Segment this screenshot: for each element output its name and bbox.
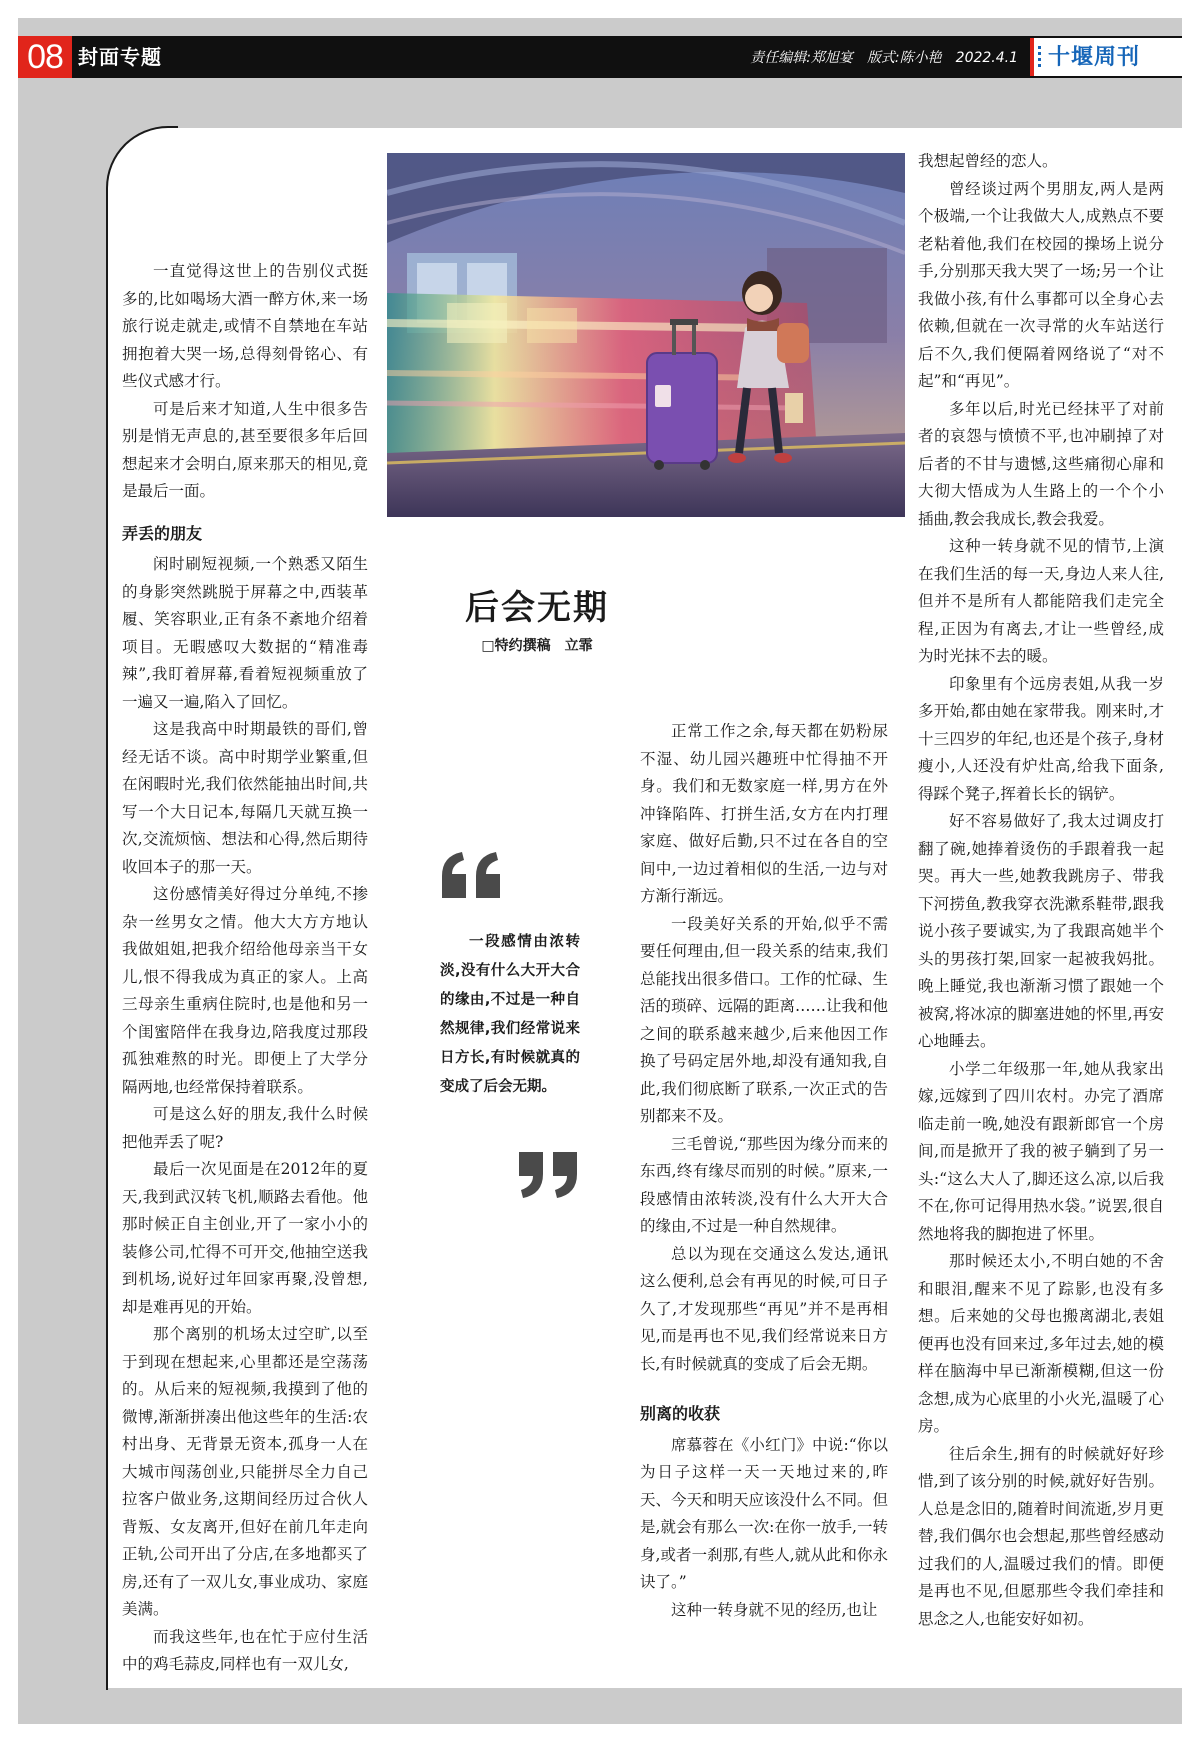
paragraph: 而我这些年,也在忙于应付生活中的鸡毛蒜皮,同样也有一双儿女, xyxy=(122,1627,368,1673)
section-title: 封面专题 xyxy=(78,45,162,69)
paragraph: 正常工作之余,每天都在奶粉尿不湿、幼儿园兴趣班中忙得抽不开身。我们和无数家庭一样,男方在外冲锋陷阵、打拼生活,女方在内打理家庭、做好后勤,只不过在各自的空间中,一边过着相似的生活,一边与对方渐行渐远。 xyxy=(640,722,888,905)
paragraph: 这份感情美好得过分单纯,不掺杂一丝男女之情。他大大方方地认我做姐姐,把我介绍给他母亲当干女儿,恨不得我成为真正的家人。上高三母亲生重病住院时,也是他和另一个闺蜜陪伴在我身边,陪我度过那段孤独难熬的时光。即便上了大学分隔两地,也经常保持着联系。 xyxy=(122,885,368,1096)
paragraph: 三毛曾说,“那些因为缘分而来的东西,终有缘尽而别的时候。”原来,一段感情由浓转淡,没有什么大开大合的缘由,不过是一种自然规律。 xyxy=(640,1134,888,1235)
byline: □特约撰稿 立霏 xyxy=(481,638,593,654)
article-column-1 xyxy=(122,258,368,1679)
paragraph: 多年以后,时光已经抹平了对前者的哀怨与愤愤不平,也冲刷掉了对后者的不甘与遗憾,这些痛彻心扉和大彻大悟成为人生路上的一个个小插曲,教会我成长,教会我爱。 xyxy=(918,399,1164,528)
layout-credit: 版式:陈小艳 xyxy=(866,50,942,66)
masthead-dots xyxy=(1038,46,1041,68)
subheading-lost-friend: 弄丢的朋友 xyxy=(122,523,203,543)
train-station-illustration xyxy=(387,153,905,517)
paragraph: 那个离别的机场太过空旷,以至于到现在想起来,心里都还是空荡荡的。从后来的短视频,我摸到了他的微博,渐渐拼凑出他这些年的生活:农村出身、无背景无资本,孤身一人在大城市闯荡创业,只能拼尽全力自己拉客户做业务,这期间经历过合伙人背叛、女友离开,但好在前几年走向正轨,公司开出了分店,在多地都买了房,还有了一双儿女,事业成功、家庭美满。 xyxy=(122,1325,368,1618)
article-column-3 xyxy=(640,718,888,1624)
paragraph: 这是我高中时期最铁的哥们,曾经无话不谈。高中时期学业繁重,但在闲暇时光,我们依然能抽出时间,共写一个大日记本,每隔几天就互换一次,交流烦恼、想法和心得,然后期待收回本子的那一天。 xyxy=(122,720,368,876)
credits xyxy=(736,36,1018,78)
paragraph: 小学二年级那一年,她从我家出嫁,远嫁到了四川农村。办完了酒席临走前一晚,她没有跟新郎官一个房间,而是掀开了我的被子躺到了另一头:“这么大人了,脚还这么凉,以后我不在,你可记得用热水袋。”说罢,很自然地将我的脚抱进了怀里。 xyxy=(918,1059,1164,1243)
paragraph: 可是这么好的朋友,我什么时候把他弄丢了呢? xyxy=(122,1105,368,1151)
article-title: 后会无期 xyxy=(465,588,609,628)
paragraph: 曾经谈过两个男朋友,两人是两个极端,一个让我做大人,成熟点不要老粘着他,我们在校园的操场上说分手,分别那天我大哭了一场;另一个让我做小孩,有什么事都可以全身心去依赖,但就在一次寻常的火车站送行后不久,我们便隔着网络说了“对不起”和“再见”。 xyxy=(918,179,1164,390)
paragraph: 最后一次见面是在2012年的夏天,我到武汉转飞机,顺路去看他。他那时候正自主创业,开了一家小小的装修公司,忙得不可开交,他抽空送我到机场,说好过年回家再聚,没曾想,却是难再见的开始。 xyxy=(122,1160,368,1316)
pull-quote xyxy=(440,928,580,1102)
paragraph: 可是后来才知道,人生中很多告别是悄无声息的,甚至要很多年后回想起来才会明白,原来那天的相见,竟是最后一面。 xyxy=(122,399,368,500)
masthead-text: 十堰周刊 xyxy=(1048,44,1141,70)
paragraph: 闲时刷短视频,一个熟悉又陌生的身影突然跳脱于屏幕之中,西装革履、笑容职业,正有条不紊地介绍着项目。无暇感叹大数据的“精准毒辣”,我盯着屏幕,看着短视频重放了一遍又一遍,陷入了回忆。 xyxy=(122,555,368,711)
paragraph: 席慕蓉在《小红门》中说:“你以为日子这样一天一天地过来的,昨天、今天和明天应该没什么不同。但是,就会有那么一次:在你一放手,一转身,或者一刹那,有些人,就从此和你永诀了。” xyxy=(640,1435,889,1591)
article-column-4 xyxy=(918,148,1164,1633)
masthead-logo xyxy=(1030,38,1182,76)
paragraph: 这种一转身就不见的经历,也让 xyxy=(671,1600,878,1619)
open-quote-icon xyxy=(440,850,504,900)
paragraph: 总以为现在交通这么发达,通讯这么便利,总会有再见的时候,可日子久了,才发现那些“再见”并不是再相见,而是再也不见,我们经常说来日方长,有时候就真的变成了后会无期。 xyxy=(640,1244,888,1373)
paragraph: 往后余生,拥有的时候就好好珍惜,到了该分别的时候,就好好告别。人总是念旧的,随着时间流逝,岁月更替,我们偶尔也会想起,那些曾经感动过我们的人,温暖过我们的情。即便是再也不见,但愿那些令我们牵挂和思念之人,也能安好如初。 xyxy=(918,1444,1164,1628)
page-header xyxy=(18,36,1182,78)
close-quote-icon xyxy=(515,1150,579,1200)
paragraph: 一段美好关系的开始,似乎不需要任何理由,但一段关系的结束,我们总能找出很多借口。工作的忙碌、生活的琐碎、远隔的距离……让我和他之间的联系越来越少,后来他因工作换了号码定居外地,却没有通知我,自此,我们彻底断了联系,一次正式的告别都来不及。 xyxy=(640,914,889,1125)
paragraph: 印象里有个远房表姐,从我一岁多开始,都由她在家带我。刚来时,才十三四岁的年纪,也还是个孩子,身材瘦小,人还没有炉灶高,给我下面条,得踩个凳子,挥着长长的锅铲。 xyxy=(918,674,1164,803)
article-title-block xyxy=(387,580,687,655)
paragraph: 我想起曾经的恋人。 xyxy=(918,152,1058,170)
paragraph: 好不容易做好了,我太过调皮打翻了碗,她捧着烫伤的手跟着我一起哭。再大一些,她教我跳房子、带我下河捞鱼,教我穿衣洗漱系鞋带,跟我说小孩子要诚实,为了我跟高她半个头的男孩打架,回家一起被我妈批。晚上睡觉,我也渐渐习惯了跟她一个被窝,将冰凉的脚塞进她的怀里,再安心地睡去。 xyxy=(918,812,1164,1050)
subheading-farewell-gain: 别离的收获 xyxy=(640,1404,721,1423)
paragraph: 那时候还太小,不明白她的不舍和眼泪,醒来不见了踪影,也没有多想。后来她的父母也搬离湖北,表姐便再也没有回来过,多年过去,她的模样在脑海中早已渐渐模糊,但这一份念想,成为心底里的小火光,温暖了心房。 xyxy=(918,1252,1164,1435)
page-number: 08 xyxy=(18,36,72,78)
paragraph: 这种一转身就不见的情节,上演在我们生活的每一天,身边人来人往,但并不是所有人都能陪我们走完全程,正因为有离去,才让一些曾经,成为时光抹不去的暖。 xyxy=(918,537,1164,665)
pull-quote-text: 一段感情由浓转淡,没有什么大开大合的缘由,不过是一种自然规律,我们经常说来日方长,有时候就真的变成了后会无期。 xyxy=(440,934,580,1095)
paragraph: 一直觉得这世上的告别仪式挺多的,比如喝场大酒一醉方休,来一场旅行说走就走,或情不自禁地在车站拥抱着大哭一场,总得刻骨铭心、有些仪式感才行。 xyxy=(122,262,368,390)
issue-date: 2022.4.1 xyxy=(955,50,1018,66)
editor-credit: 责任编辑:郑旭宴 xyxy=(750,50,853,66)
illustration-svg xyxy=(387,153,905,517)
